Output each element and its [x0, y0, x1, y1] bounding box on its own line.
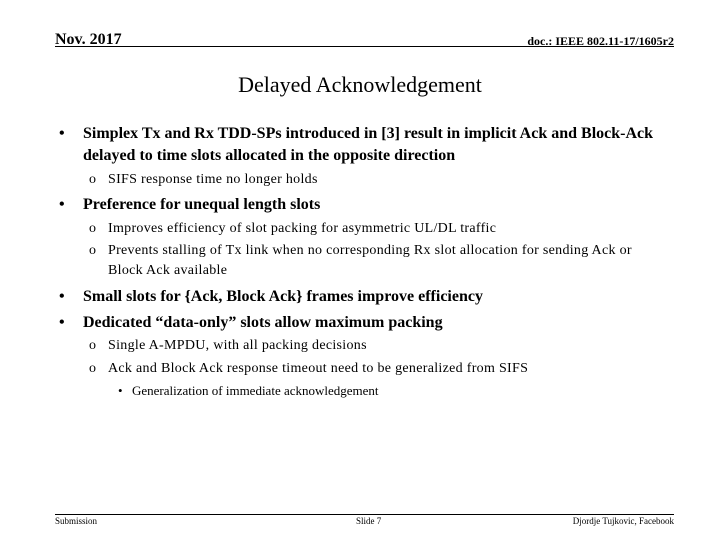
sub-bullet-text: SIFS response time no longer holds [108, 172, 318, 187]
sub-bullet-2-1 [89, 219, 669, 239]
slide-title: Delayed Acknowledgement [238, 72, 482, 97]
header-date: Nov. 2017 [55, 31, 122, 48]
sub-bullet-marker: o [89, 172, 97, 187]
bullet-4 [59, 312, 659, 334]
sub-bullet-text: Prevents stalling of Tx link when no corresponding Rx slot allocation for sending Ack or Block Ack available [108, 243, 632, 278]
header-doc-id: doc.: IEEE 802.11-17/1605r2 [527, 34, 674, 48]
footer-author: Djordje Tujkovic, Facebook [572, 516, 674, 526]
footer-submission: Submission [55, 516, 98, 526]
sub-bullet-4-2 [89, 359, 669, 379]
bullet-marker: • [59, 314, 65, 331]
bullet-1 [59, 123, 659, 167]
sub-bullet-marker: o [89, 243, 97, 258]
bullet-3 [59, 286, 659, 308]
bullet-2 [59, 194, 659, 216]
bullet-text: Small slots for {Ack, Block Ack} frames improve efficiency [83, 288, 483, 305]
sub-bullet-text: Single A-MPDU, with all packing decisions [108, 338, 367, 353]
bullet-text: Dedicated “data-only” slots allow maximum packing [83, 314, 443, 331]
sub-bullet-marker: o [89, 361, 97, 376]
sub-bullet-2-2 [89, 241, 669, 281]
sub-sub-bullet-text: Generalization of immediate acknowledgement [132, 383, 379, 398]
bullet-text: Preference for unequal length slots [83, 196, 321, 213]
sub-bullet-text: Improves efficiency of slot packing for asymmetric UL/DL traffic [108, 221, 497, 236]
sub-sub-bullet-marker: • [118, 383, 123, 398]
sub-bullet-marker: o [89, 221, 97, 236]
bullet-marker: • [59, 125, 65, 142]
sub-bullet-1-1 [89, 170, 669, 190]
bullet-marker: • [59, 196, 65, 213]
footer-rule [55, 514, 674, 515]
sub-sub-bullet-4-2-1 [118, 382, 618, 400]
footer-slide-number: Slide 7 [356, 516, 382, 526]
sub-bullet-text: Ack and Block Ack response timeout need to be generalized from SIFS [108, 361, 529, 376]
bullet-marker: • [59, 288, 65, 305]
sub-bullet-4-1 [89, 336, 669, 356]
sub-bullet-marker: o [89, 338, 97, 353]
bullet-text: Simplex Tx and Rx TDD-SPs introduced in [3] result in implicit Ack and Block-Ack delayed to time slots allocated in the opposite direction [83, 125, 654, 164]
